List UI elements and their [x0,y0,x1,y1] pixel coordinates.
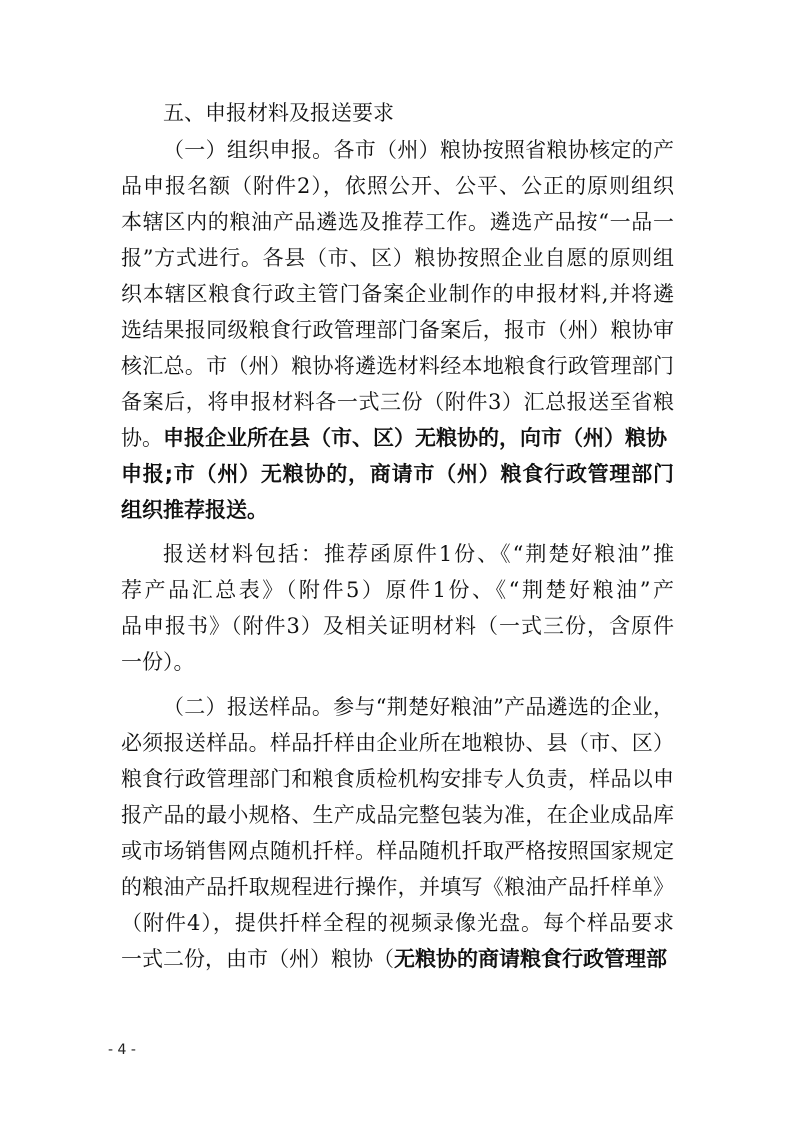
paragraph-1-bold-line-3: 组织推荐报送。 [121,498,268,522]
paragraph-3-line-6: 的粮油产品扦取规程进行操作，并填写《粮油产品扦样单》 [121,875,674,899]
paragraph-2-line-1: 报送材料包括：推荐函原件1份、《“荆楚好粮油”推 [163,542,674,566]
paragraph-1-line-9-start: 协。 [121,426,163,450]
paragraph-1-line-9 [121,423,681,453]
page-number: - 4 - [108,1042,136,1058]
paragraph-1-line-7: 核汇总。市（州）粮协将遴选材料经本地粮食行政管理部门 [121,354,674,378]
paragraph-1-line-1: （一）组织申报。各市（州）粮协按照省粮协核定的产 [163,138,674,162]
paragraph-1-line-3: 本辖区内的粮油产品遴选及推荐工作。遴选产品按“一品一 [121,210,674,234]
section-heading: 五、申报材料及报送要求 [163,101,394,125]
paragraph-1-bold-line-1: 申报企业所在县（市、区）无粮协的，向市（州）粮协 [163,426,667,450]
paragraph-2-line-4: 一份）。 [121,650,195,674]
paragraph-1-line-5: 织本辖区粮食行政主管门备案企业制作的申报材料,并将遴 [121,282,674,306]
paragraph-3-line-8 [121,944,681,974]
paragraph-3-line-1: （二）报送样品。参与“荆楚好粮油”产品遴选的企业， [163,695,674,719]
paragraph-1-line-6: 选结果报同级粮食行政管理部门备案后，报市（州）粮协审 [121,318,674,342]
paragraph-3-line-7: （附件4），提供扦样全程的视频录像光盘。每个样品要求 [121,911,674,935]
paragraph-1-line-2: 品申报名额（附件2），依照公开、公平、公正的原则组织 [121,174,674,198]
paragraph-3-line-4: 报产品的最小规格、生产成品完整包装为准，在企业成品库 [121,803,674,827]
paragraph-3-line-8-bold: 无粮协的商请粮食行政管理部 [394,947,667,971]
paragraph-3-line-5: 或市场销售网点随机扦样。样品随机扦取严格按照国家规定 [121,839,674,863]
paragraph-3-line-8-start: 一式二份，由市（州）粮协（ [121,947,394,971]
paragraph-1-line-8: 备案后，将申报材料各一式三份（附件3）汇总报送至省粮 [121,390,674,414]
paragraph-3-line-2: 必须报送样品。样品扦样由企业所在地粮协、县（市、区） [121,731,674,755]
paragraph-1-bold-line-2: 申报;市（州）无粮协的，商请市（州）粮食行政管理部门 [121,462,674,486]
paragraph-2-line-3: 品申报书》（附件3）及相关证明材料（一式三份，含原件 [121,614,674,638]
paragraph-2-line-2: 荐产品汇总表》（附件5）原件1份、《“荆楚好粮油”产 [121,578,674,602]
paragraph-1-line-4: 报”方式进行。各县（市、区）粮协按照企业自愿的原则组 [121,246,674,270]
paragraph-3-line-3: 粮食行政管理部门和粮食质检机构安排专人负责，样品以申 [121,767,674,791]
